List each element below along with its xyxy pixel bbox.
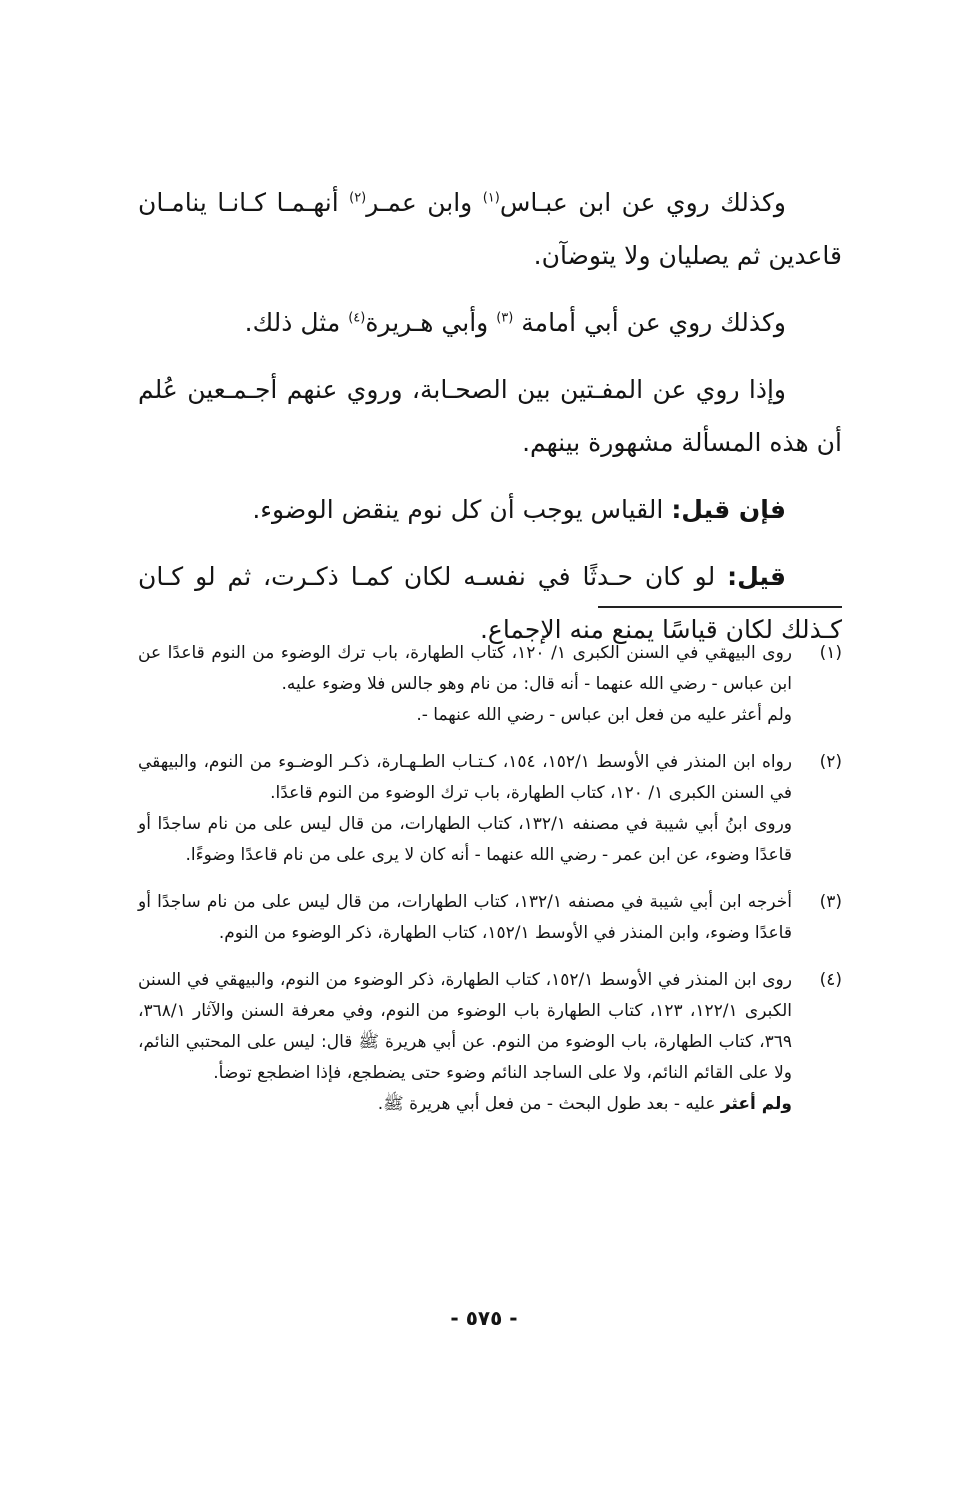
- paragraph: قيل: لو كان حـدثًا في نفسـه لكان كمـا ذكـرت، ثم لو كـان كـذلك لكان قياسًا يمنع منه الإجماع.: [138, 562, 842, 644]
- paragraph: فإن قيل: القياس يوجب أن كل نوم ينقض الوضوء.: [252, 495, 786, 524]
- question-label: فإن قيل:: [671, 495, 786, 524]
- footnote-ref[interactable]: (١): [482, 190, 500, 206]
- paragraph: وإذا روي عن المفـتين بين الصحـابة، وروي عنهم أجـمـعين عُلم أن هذه المسألة مشهورة بينهم.: [138, 375, 842, 457]
- page-number: - ٥٧٥ -: [450, 1306, 518, 1330]
- footnote-number: (٣): [819, 892, 842, 912]
- footnote-body: روى البيهقي في السنن الكبرى ١/ ١٢٠، كتاب الطهارة، باب ترك الوضوء من النوم قاعدًا عن ابن عباس - رضي الله عنهما - أنه قال: من نام وهو جالس فلا وضوء عليه. ولم أعثر عليه من فعل ابن عباس - رضي الله عنهما -.: [138, 643, 793, 725]
- main-text: [138, 176, 842, 670]
- footnote-ref[interactable]: (٢): [349, 190, 367, 206]
- footnote-body: رواه ابن المنذر في الأوسط ١٥٢/١، ١٥٤، كـتـاب الطـهـارة، ذكـر الوضـوء من النوم، والبيهقي في السنن الكبرى ١/ ١٢٠، كتاب الطهارة، باب ترك الوضوء من النوم قاعدًا. وروى ابنُ أبي شيبة في مصنفه ١٣٢/١، كتاب الطهارات، من قال ليس على من نام ساجدًا أو قاعدًا وضوء، عن ابن عمر - رضي الله عنهما - أنه كان لا يرى على من نام قاعدًا وضوءًا.: [138, 752, 793, 865]
- paragraph: وكذلك روي عن ابن عبـاس$^{(١)}$ وابن عمـر$^{(٢)}$ أنهـمـا كـانـا ينامـان قاعدين ثم يصليان ولا يتوضآن.: [138, 188, 842, 270]
- footnote-body: أخرجه ابن أبي شيبة في مصنفه ١٣٢/١، كتاب الطهارات، من قال ليس على من نام ساجدًا أو قاعدًا وضوء، وابن المنذر في الأوسط ١٥٢/١، كتاب الطهارة، ذكر الوضوء من النوم.: [138, 892, 792, 943]
- footnote: [138, 887, 842, 949]
- footnote-ref[interactable]: (٤): [348, 310, 366, 326]
- footnotes: [138, 638, 842, 1136]
- footnote: [138, 747, 842, 871]
- footnote: [138, 965, 842, 1120]
- footnote-body: روى ابن المنذر في الأوسط ١٥٢/١، كتاب الطهارة، ذكر الوضوء من النوم، والبيهقي في السنن الكبرى ١٢٢/١، ١٢٣، كتاب الطهارة باب الوضوء من النوم، وفي معرفة السنن والآثار ٣٦٨/١، ٣٦٩، كتاب الطهارة، باب الوضوء من النوم. عن أبي هريرة ﷺ قال: ليس على المحتبي النائم، ولا على القائم النائم، ولا على الساجد النائم وضوء حتى يضطجع، فإذا اضطجع توضأ. ولم أعثر عليه - بعد طول البحث - من فعل أبي هريرة ﷺ.: [138, 970, 792, 1114]
- footnote-separator: [598, 606, 842, 608]
- footnote-number: (٢): [819, 752, 842, 772]
- footnote-number: (٤): [819, 970, 842, 990]
- footnote-number: (١): [819, 643, 842, 663]
- footnote-ref[interactable]: (٣): [496, 310, 514, 326]
- answer-label: قيل:: [727, 562, 786, 591]
- footnote: [138, 638, 842, 731]
- paragraph: وكذلك روي عن أبي أمامة $^{(٣)}$ وأبي هـريرة$^{(٤)}$ مثل ذلك.: [244, 308, 786, 337]
